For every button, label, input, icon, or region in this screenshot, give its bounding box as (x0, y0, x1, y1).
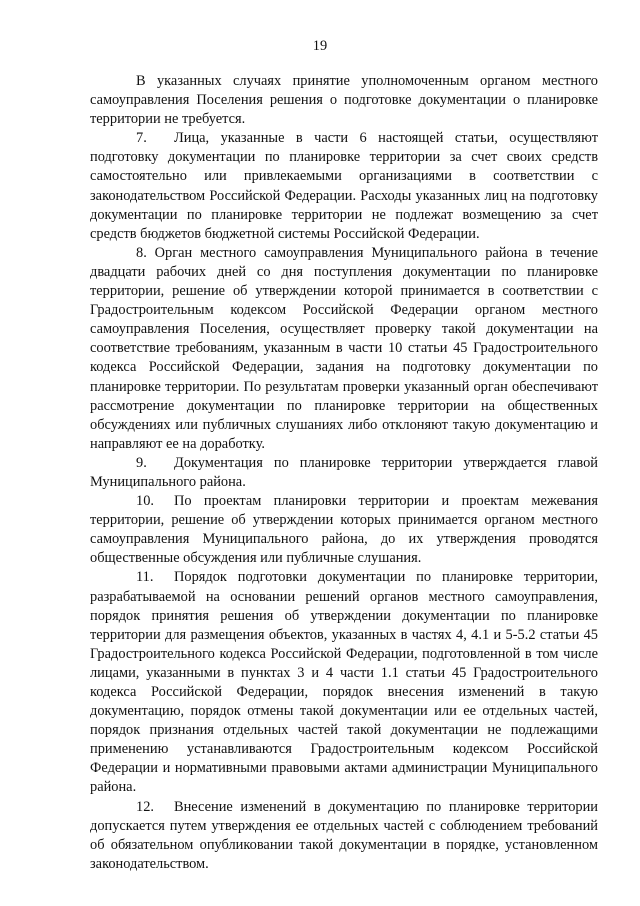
paragraph-number: 12. (136, 798, 154, 815)
paragraph-text: Внесение изменений в документацию по планировке территории допускается путем утверждения ее отдельных частей с соблюдением требований об обязательном опубликовании такой документации в порядке, установленном законодательством. (90, 798, 598, 872)
paragraph (90, 492, 598, 568)
paragraph (90, 568, 598, 797)
paragraph (90, 244, 598, 454)
page-number: 19 (312, 38, 328, 54)
paragraph-number: 10. (136, 493, 154, 510)
paragraph-number: 7. (136, 130, 147, 147)
document-body (90, 72, 598, 874)
paragraph-text: В указанных случаях принятие уполномоченным органом местного самоуправления Поселения решения о подготовке документации о планировке территории не требуется. (90, 73, 598, 128)
paragraph-text: По проектам планировки территории и проектам межевания территории, решение об утверждении которых принимается органом местного самоуправления Муниципального района, до их утверждения проводятся общественные обсуждения или публичные слушания. (90, 493, 598, 567)
paragraph-number: 9. (136, 454, 147, 471)
paragraph (90, 72, 598, 129)
paragraph-text: Документация по планировке территории утверждается главой Муниципального района. (90, 454, 598, 490)
paragraph (90, 129, 598, 244)
paragraph (90, 454, 598, 492)
paragraph-number: 11. (136, 569, 154, 586)
paragraph-text: Порядок подготовки документации по планировке территории, разрабатываемой на основании решений органов местного самоуправления, порядок принятия решения об утверждении документации по планировке территории для размещения объектов, указанных в частях 4, 4.1 и 5-5.2 статьи 45 Градостроительного кодекса Российской Федерации, подготовленной в том числе лицами, указанными в пунктах 3 и 4 части 1.1 статьи 45 Градостроительного кодекса Российской Федерации, порядок внесения изменений в такую документацию, порядок отмены такой документации или ее отдельных частей, порядок признания отдельных частей такой документации не подлежащими применению устанавливаются Градостроительным кодексом Российской Федерации и нормативными правовыми актами администрации Муниципального района. (90, 569, 598, 796)
paragraph-text: 8. Орган местного самоуправления Муниципального района в течение двадцати рабочих дней со дня поступления документации по планировке территории, решение об утверждении которой принимается в соответствии с Градостроительным кодексом Российской Федерации органом местного самоуправления Поселения, осуществляет проверку такой документации на соответствие требованиям, указанным в части 10 статьи 45 Градостроительного кодекса Российской Федерации, задания на подготовку документации по планировке территории. По результатам проверки указанный орган обеспечивают рассмотрение документации по планировке территории на общественных обсуждениях или публичных слушаниях либо отклоняют такую документацию и направляют ее на доработку. (90, 244, 598, 452)
paragraph (90, 798, 598, 874)
paragraph-text: Лица, указанные в части 6 настоящей статьи, осуществляют подготовку документации по планировке территории за счет своих средств самостоятельно или привлекаемыми организациями в соответствии с законодательством Российской Федерации. Расходы указанных лиц на подготовку документации по планировке территории не подлежат возмещению за счет средств бюджетов бюджетной системы Российской Федерации. (90, 130, 598, 242)
